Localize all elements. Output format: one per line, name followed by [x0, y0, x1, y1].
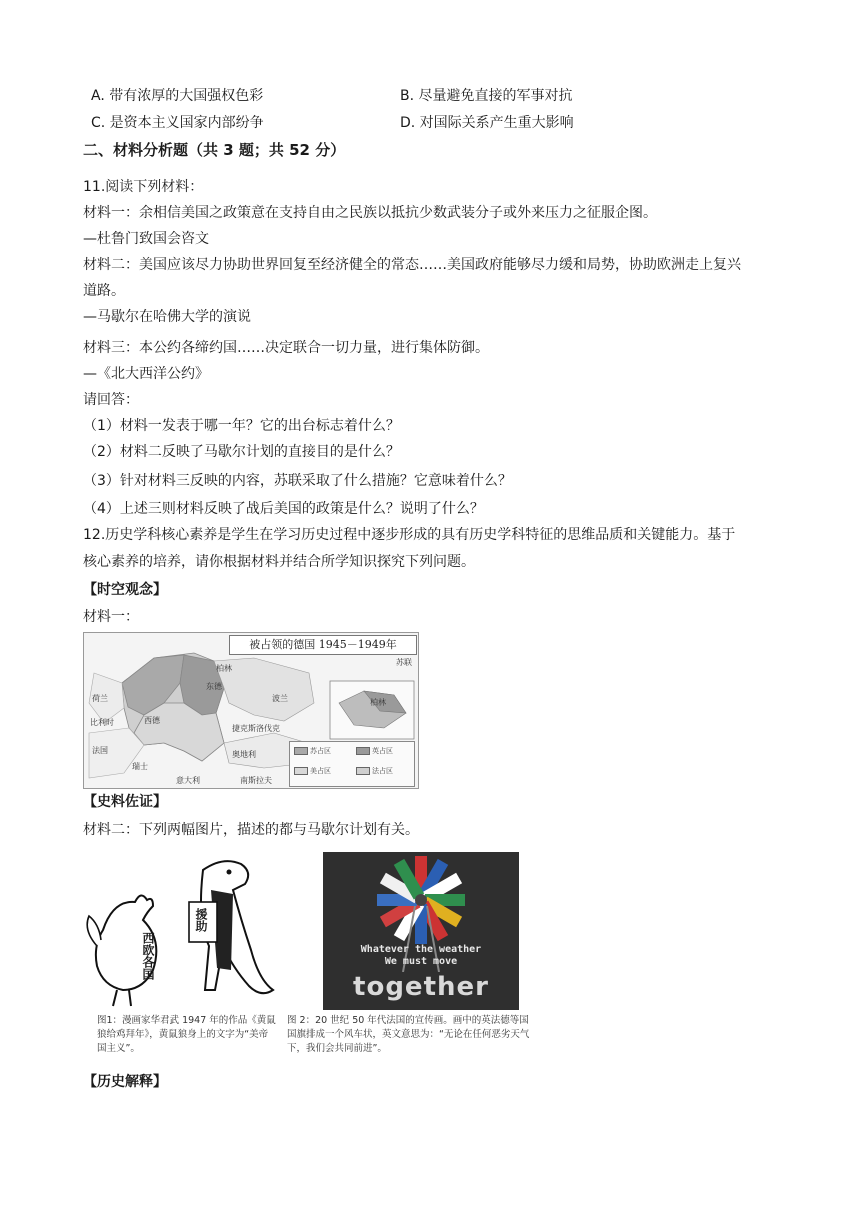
poster-text-together: together	[353, 972, 489, 1002]
q11-sub-2: （2）材料二反映了马歇尔计划的直接目的是什么？	[83, 444, 400, 460]
q11-material-2-source: —马歇尔在哈佛大学的演说	[83, 309, 251, 325]
map-legend	[289, 741, 415, 787]
legend-swatch-4	[356, 767, 370, 775]
q11-sub-4: （4）上述三则材料反映了战后美国的政策是什么？说明了什么？	[83, 501, 484, 517]
option-b: B. 尽量避免直接的军事对抗	[400, 88, 573, 104]
spacetime-heading: 【时空观念】	[83, 582, 167, 598]
q11-sub-1: （1）材料一发表于哪一年？它的出台标志着什么？	[83, 418, 400, 434]
q12-intro-cont: 核心素养的培养，请你根据材料并结合所学知识探究下列问题。	[83, 554, 475, 570]
section-heading: 二、材料分析题（共 3 题；共 52 分）	[83, 141, 346, 159]
poster-text-line-1: Whatever the weather	[360, 944, 482, 955]
explain-heading: 【历史解释】	[83, 1074, 167, 1090]
q11-material-2: 材料二：美国应该尽力协助世界回复至经济健全的常态……美国政府能够尽力缓和局势，协助欧洲走上复兴	[83, 257, 741, 273]
cartoon-weasel-rooster	[83, 850, 293, 1010]
map-label-faguo: 法国	[92, 746, 108, 755]
q12-material-2: 材料二：下列两幅图片，描述的都与马歇尔计划有关。	[83, 822, 419, 838]
q11-material-3-source: —《北大西洋公约》	[83, 366, 209, 382]
legend-swatch-1	[294, 747, 308, 755]
option-d: D. 对国际关系产生重大影响	[400, 115, 574, 131]
q11-material-1: 材料一：余相信美国之政策意在支持自由之民族以抵抗少数武装分子或外来压力之征服企图。	[83, 205, 657, 221]
legend-swatch-3	[356, 747, 370, 755]
map-label-dongde: 东德	[206, 682, 222, 691]
marshall-plan-pictures	[83, 850, 535, 1060]
map-label-suliang: 苏联	[396, 658, 412, 667]
map-label-nansilafu: 南斯拉夫	[240, 776, 272, 785]
q12-intro: 12.历史学科核心素养是学生在学习历史过程中逐步形成的具有历史学科特征的思维品质和关键能力。基于	[83, 527, 736, 543]
map-label-aodili: 奥地利	[232, 750, 256, 759]
q11-material-1-source: —杜鲁门致国会咨文	[83, 231, 209, 247]
map-label-bilishi: 比利时	[90, 718, 114, 727]
q11-material-3: 材料三：本公约各缔约国……决定联合一切力量，进行集体防御。	[83, 340, 489, 356]
picture-2-caption: 图 2：20 世纪 50 年代法国的宣传画。画中的英法德等国国旗排成一个风车状，英文意思为：“无论在任何恶劣天气下，我们会共同前进”。	[287, 1015, 530, 1054]
q11-intro: 11.阅读下列材料：	[83, 179, 204, 195]
map-label-bolan: 波兰	[272, 694, 288, 703]
occupied-germany-map	[83, 632, 419, 789]
map-label-xide: 西德	[144, 716, 160, 725]
propaganda-poster	[323, 852, 519, 1010]
q11-ask: 请回答：	[83, 392, 139, 408]
legend-label-2: 美占区	[310, 767, 331, 775]
map-label-jieke: 捷克斯洛伐克	[232, 724, 280, 733]
legend-label-4: 法占区	[372, 767, 393, 775]
picture-1-caption: 图1：漫画家华君武 1947 年的作品《黄鼠狼给鸡拜年》，黄鼠狼身上的文字为“美帝国主义”。	[97, 1015, 276, 1054]
legend-label-1: 苏占区	[310, 747, 331, 755]
map-title: 被占领的德国 1945－1949年	[229, 635, 417, 655]
option-a: A. 带有浓厚的大国强权色彩	[91, 88, 264, 104]
legend-swatch-2	[294, 767, 308, 775]
q12-material-1-label: 材料一：	[83, 609, 139, 625]
q11-sub-3: （3）针对材料三反映的内容，苏联采取了什么措施？它意味着什么？	[83, 473, 512, 489]
map-inset-label-bolin: 柏林	[370, 698, 386, 707]
legend-label-3: 英占区	[372, 747, 393, 755]
option-c: C. 是资本主义国家内部纷争	[91, 115, 264, 131]
map-label-ruishi: 瑞士	[132, 762, 148, 771]
map-label-bolin: 柏林	[216, 664, 232, 673]
map-label-yidali: 意大利	[176, 776, 200, 785]
cartoon-sign-text: 援助	[194, 908, 208, 932]
poster-text-line-2: We must move	[384, 956, 458, 967]
map-label-helan: 荷兰	[92, 694, 108, 703]
q11-material-2-cont: 道路。	[83, 283, 125, 299]
cartoon-rooster-label: 西欧各国	[141, 932, 155, 980]
evidence-heading: 【史料佐证】	[83, 794, 167, 810]
